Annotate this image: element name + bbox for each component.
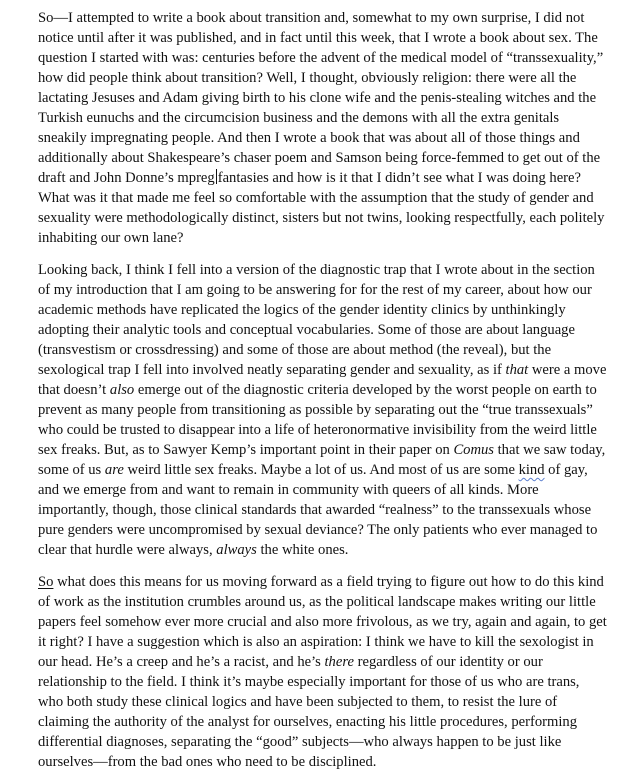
text-line bbox=[38, 572, 625, 592]
text-line: academic methods have replicated the logics of the gender identity clinics by unthinkingly bbox=[38, 302, 566, 318]
text-run: fantasies and how is it that I didn’t see what I was doing here? bbox=[217, 170, 581, 186]
text-run: emerge out of the diagnostic criteria developed by the worst people on earth to bbox=[134, 382, 597, 398]
text-run: what does this means for us moving forward as a field trying to figure out how to do this kind bbox=[53, 574, 604, 590]
spellcheck-flagged-word[interactable]: kind bbox=[518, 462, 545, 478]
italic-text: there bbox=[324, 654, 354, 670]
text-line: papers feel somehow ever more crucial and also more frivolous, as we try, again and again, to get bbox=[38, 614, 607, 630]
text-run: sex freaks. But, as to Sawyer Kemp’s important point in their paper on bbox=[38, 442, 454, 458]
text-run: regardless of our identity or our bbox=[353, 654, 543, 670]
text-line: how did people think about transition? Well, I thought, obviously religion: there were all the bbox=[38, 70, 577, 86]
text-line bbox=[38, 652, 625, 672]
text-line bbox=[38, 168, 625, 188]
text-line: of work as the institution crumbles around us, as the political landscape makes writing our little bbox=[38, 594, 596, 610]
italic-text: that bbox=[505, 362, 529, 378]
text-line bbox=[38, 440, 625, 460]
text-line: What was it that made me feel so comfortable with the assumption that the study of gender and bbox=[38, 190, 594, 206]
text-line: (transvestism or crossdressing) and some of those are about method (the reveal), but the bbox=[38, 342, 552, 358]
text-run: weird little sex freaks. Maybe a lot of us. And most of us are some bbox=[123, 462, 519, 478]
text-line: question I started with was: centuries before the advent of the medical model of “transsexuality,” bbox=[38, 50, 604, 66]
text-line bbox=[38, 380, 625, 400]
text-line: who could be trusted to disappear into a life of heteronormative invisibility from the weird little bbox=[38, 422, 597, 438]
italic-text: are bbox=[104, 462, 124, 478]
text-run: draft and John Donne’s mpreg bbox=[38, 170, 215, 186]
text-line: adopting their analytic tools and conceptual vocabularies. Some of those are about language bbox=[38, 322, 575, 338]
underlined-text[interactable]: So bbox=[38, 574, 54, 590]
text-line: relationship to the field. I think it’s maybe especially important for those of us who are trans, bbox=[38, 674, 580, 690]
paragraph-1 bbox=[38, 8, 625, 248]
text-line: additionally about Shakespeare’s chaser poem and Samson being force-femmed to get out of the bbox=[38, 150, 601, 166]
text-line: So—I attempted to write a book about transition and, somewhat to my own surprise, I did not bbox=[38, 10, 585, 26]
text-line: inhabiting our own lane? bbox=[38, 230, 184, 246]
text-line bbox=[38, 540, 625, 560]
italic-text: Comus bbox=[453, 442, 494, 458]
text-line: notice until after it was published, and in fact until this week, that I wrote a book about sex. The bbox=[38, 30, 598, 46]
text-line: prevent as many people from transitioning as possible by separating out the “true transsexuals” bbox=[38, 402, 593, 418]
text-line: lactating Jesuses and Adam giving birth to his clone wife and the penis-stealing witches and the bbox=[38, 90, 597, 106]
text-run: that doesn’t bbox=[38, 382, 110, 398]
text-run: that we saw today, bbox=[493, 442, 606, 458]
text-line: pure genders were uncompromised by sexual deviance? The only patients who ever managed to bbox=[38, 522, 598, 538]
paragraph-3 bbox=[38, 572, 625, 772]
text-cursor bbox=[216, 169, 217, 184]
text-line: of my introduction that I am going to be answering for for the rest of my career, about how our bbox=[38, 282, 592, 298]
text-run: the white ones. bbox=[256, 542, 349, 558]
text-run: of gay, bbox=[544, 462, 588, 478]
italic-text: always bbox=[216, 542, 257, 558]
text-line: sneakily impregnating people. And then I wrote a book that was about all of those things and bbox=[38, 130, 580, 146]
text-run: sexological trap I fell into involved neatly separating gender and sexuality, as if bbox=[38, 362, 506, 378]
text-line: claiming the authority of the analyst for ourselves, enacting his little procedures, performing bbox=[38, 714, 577, 730]
text-line: Looking back, I think I fell into a version of the diagnostic trap that I wrote about in the section bbox=[38, 262, 595, 278]
text-line bbox=[38, 460, 625, 480]
text-line bbox=[38, 360, 625, 380]
text-line: it right? I have a suggestion which is also an aspiration: I think we have to kill the sexologist in bbox=[38, 634, 594, 650]
text-line: Turkish eunuchs and the circumcision business and the demons with all the extra genitals bbox=[38, 110, 560, 126]
text-line: sexuality were methodologically distinct, sisters but not twins, looking respectfully, each politely bbox=[38, 210, 605, 226]
text-run: were a move bbox=[528, 362, 607, 378]
text-run: clear that hurdle were always, bbox=[38, 542, 217, 558]
paragraph-2 bbox=[38, 260, 625, 560]
text-line: importantly, though, those clinical standards that awarded “realness” to the transsexuals whose bbox=[38, 502, 592, 518]
text-line: differential diagnoses, separating the “good” subjects—who always happen to be just like bbox=[38, 734, 562, 750]
text-run: our head. He’s a creep and he’s a racist, and he’s bbox=[38, 654, 325, 670]
italic-text: also bbox=[109, 382, 135, 398]
text-line: who both study these clinical logics and have been subjected to them, to resist the lure of bbox=[38, 694, 558, 710]
text-run: some of us bbox=[38, 462, 105, 478]
text-line: and we emerge from and want to remain in community with queers of all kinds. More bbox=[38, 482, 539, 498]
text-line: ourselves—from the bad ones who need to be disciplined. bbox=[38, 754, 377, 770]
